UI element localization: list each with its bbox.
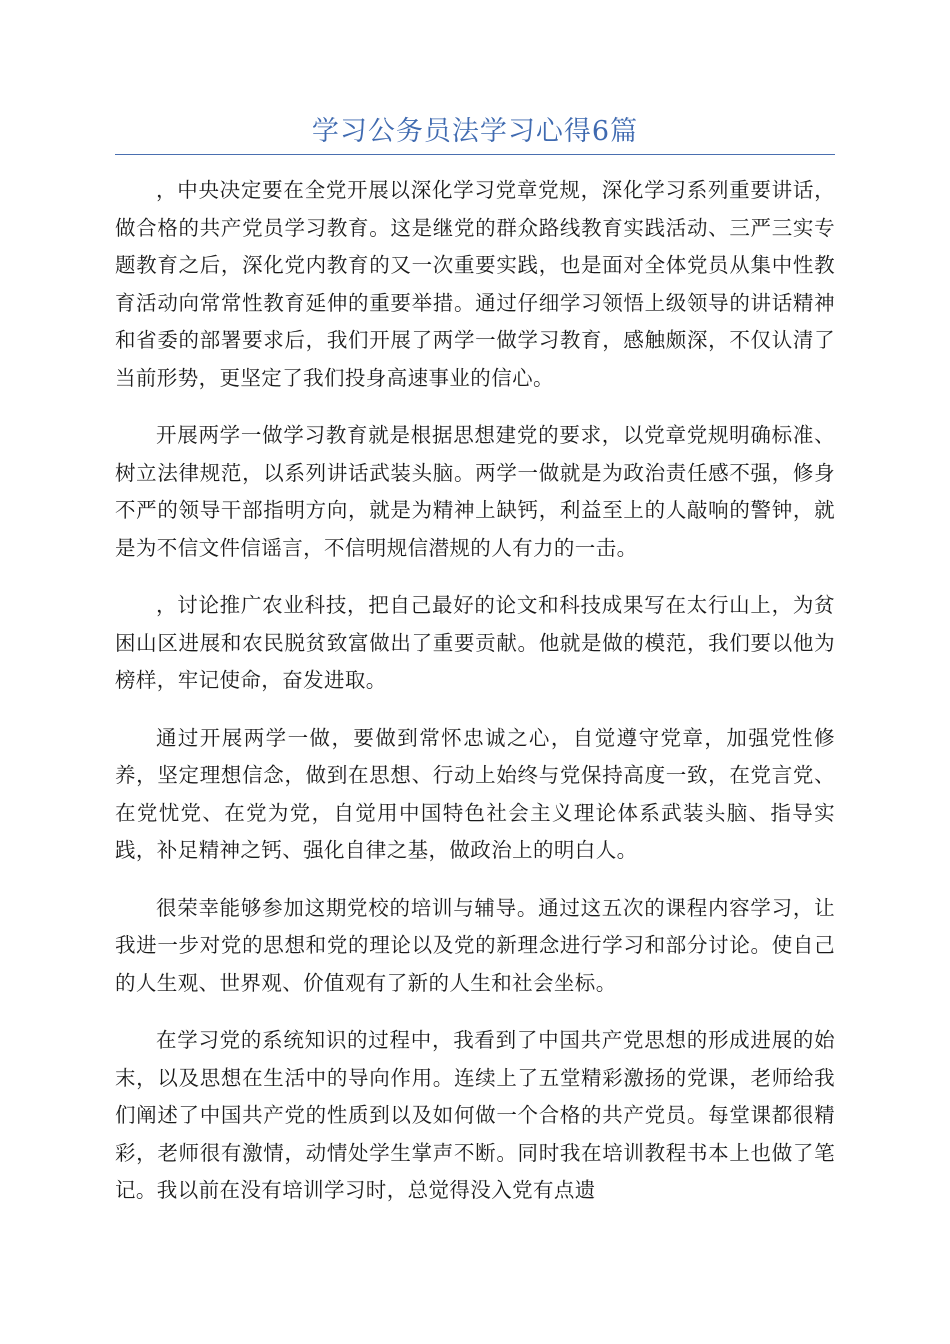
paragraph-6: 在学习党的系统知识的过程中，我看到了中国共产党思想的形成进展的始末，以及思想在生活中的导向作用。连续上了五堂精彩激扬的党课，老师给我们阐述了中国共产党的性质到以及如何做一个合格的共产党员。每堂课都很精彩，老师很有激情，动情处学生掌声不断。同时我在培训教程书本上也做了笔记。我以前在没有培训学习时，总觉得没入党有点遗 [115,1028,835,1202]
paragraph-1: ，中央决定要在全党开展以深化学习党章党规，深化学习系列重要讲话，做合格的共产党员学习教育。这是继党的群众路线教育实践活动、三严三实专题教育之后，深化党内教育的又一次重要实践，也是面对全体党员从集中性教育活动向常常性教育延伸的重要举措。通过仔细学习领悟上级领导的讲话精神和省委的部署要求后，我们开展了两学一做学习教育，感触颇深，不仅认清了当前形势，更坚定了我们投身高速事业的信心。 [115,178,835,390]
document-body [115,172,835,1230]
paragraph-4: 通过开展两学一做，要做到常怀忠诚之心，自觉遵守党章，加强党性修养，坚定理想信念，做到在思想、行动上始终与党保持高度一致，在党言党、在党忧党、在党为党，自觉用中国特色社会主义理论体系武装头脑、指导实践，补足精神之钙、强化自律之基，做政治上的明白人。 [115,725,835,862]
paragraph-5: 很荣幸能够参加这期党校的培训与辅导。通过这五次的课程内容学习，让我进一步对党的思想和党的理论以及党的新理念进行学习和部分讨论。使自己的人生观、世界观、价值观有了新的人生和社会坐标。 [115,895,835,995]
paragraph-3: ，讨论推广农业科技，把自己最好的论文和科技成果写在太行山上，为贫困山区进展和农民脱贫致富做出了重要贡献。他就是做的模范，我们要以他为榜样，牢记使命，奋发进取。 [115,593,835,692]
document-title: 学习公务员法学习心得6篇 [311,116,639,147]
title-underline [115,154,835,155]
paragraph-2: 开展两学一做学习教育就是根据思想建党的要求，以党章党规明确标准、树立法律规范，以系列讲话武装头脑。两学一做就是为政治责任感不强，修身不严的领导干部指明方向，就是为精神上缺钙，利益至上的人敲响的警钟，就是为不信文件信谣言，不信明规信潜规的人有力的一击。 [115,423,835,560]
